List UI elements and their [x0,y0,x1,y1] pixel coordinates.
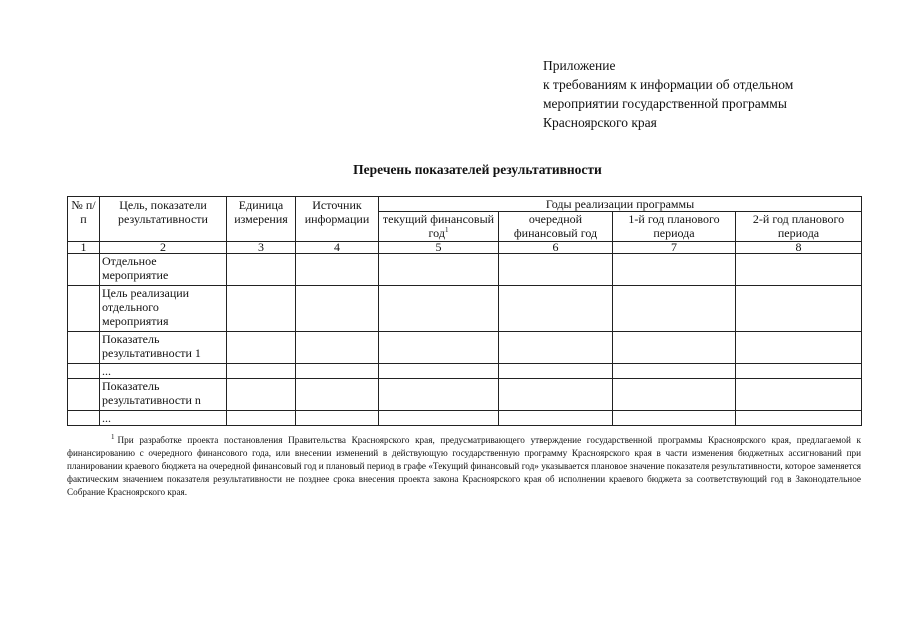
document-title-text: Перечень показателей результативности [353,162,602,177]
header-num: № п/п [68,197,100,242]
appendix-line: мероприятии государственной программы [543,96,787,111]
header-source: Источник информации [296,197,379,242]
cell-plan-year-2 [736,364,862,379]
column-number: 4 [296,242,379,254]
cell-current-year [379,286,499,332]
header-next-year: очередной финансовый год [499,212,613,242]
document-title [0,162,905,178]
indicators-table [67,196,862,426]
table-row [68,286,862,332]
column-number: 1 [68,242,100,254]
header-plan-year-1: 1-й год планового периода [613,212,736,242]
appendix-line: Красноярского края [543,115,657,130]
cell-unit [227,364,296,379]
header-goal: Цель, показатели результативности [100,197,227,242]
footnote [67,434,861,499]
table-row [68,254,862,286]
cell-num [68,364,100,379]
cell-source [296,411,379,426]
cell-source [296,364,379,379]
appendix-line: Приложение [543,58,616,73]
cell-current-year [379,379,499,411]
column-number: 2 [100,242,227,254]
cell-plan-year-1 [613,379,736,411]
cell-next-year [499,364,613,379]
column-number: 3 [227,242,296,254]
cell-source [296,254,379,286]
column-number: 7 [613,242,736,254]
column-number: 6 [499,242,613,254]
appendix-header [543,56,793,132]
header-plan-year-2: 2-й год планового периода [736,212,862,242]
cell-source [296,332,379,364]
cell-source [296,379,379,411]
cell-next-year [499,286,613,332]
cell-label: ... [100,364,227,379]
cell-num [68,286,100,332]
footnote-mark: 1 [111,432,115,441]
header-current-year-label: текущий финансовый год [382,212,495,240]
cell-source [296,286,379,332]
cell-unit [227,411,296,426]
cell-plan-year-2 [736,379,862,411]
cell-next-year [499,379,613,411]
cell-current-year [379,411,499,426]
cell-unit [227,379,296,411]
cell-plan-year-1 [613,286,736,332]
cell-current-year [379,364,499,379]
cell-label: Отдельное мероприятие [100,254,227,286]
table-row [68,332,862,364]
cell-next-year [499,332,613,364]
cell-num [68,254,100,286]
cell-next-year [499,411,613,426]
cell-plan-year-2 [736,411,862,426]
column-number-row [68,242,862,254]
cell-num [68,411,100,426]
cell-plan-year-1 [613,411,736,426]
footnote-ref: 1 [444,226,449,234]
cell-label: ... [100,411,227,426]
cell-unit [227,254,296,286]
header-years-group: Годы реализации программы [379,197,862,212]
column-number: 5 [379,242,499,254]
cell-plan-year-2 [736,286,862,332]
column-number: 8 [736,242,862,254]
header-unit: Единица измерения [227,197,296,242]
cell-num [68,379,100,411]
cell-num [68,332,100,364]
cell-current-year [379,332,499,364]
cell-plan-year-1 [613,254,736,286]
footnote-text: При разработке проекта постановления Правительства Красноярского края, предусматривающего утверждение государственной программы Красноярского края, предлагаемой к финансированию с очередного финансового года, или внесении изменений в действующую государственную программу Красноярского края в части изменения бюджетных ассигнований при планировании краевого бюджета на очередной финансовый год и плановый период в графе «Текущий финансовый год» указывается плановое значение показателя результативности, которое заменяется фактическим значением показателя результативности не позднее срока внесения проекта закона Красноярского края об исполнении краевого бюджета за соответствующий год в Законодательное Собрание Красноярского края. [67,435,861,497]
appendix-line: к требованиям к информации об отдельном [543,77,794,92]
cell-label: Цель реализации отдельного мероприятия [100,286,227,332]
header-current-year [379,212,499,242]
cell-unit [227,286,296,332]
cell-next-year [499,254,613,286]
cell-current-year [379,254,499,286]
cell-plan-year-2 [736,254,862,286]
cell-label: Показатель результативности 1 [100,332,227,364]
table-row [68,364,862,379]
cell-plan-year-1 [613,332,736,364]
cell-unit [227,332,296,364]
cell-plan-year-2 [736,332,862,364]
table-row [68,379,862,411]
cell-plan-year-1 [613,364,736,379]
cell-label: Показатель результативности n [100,379,227,411]
table-row [68,411,862,426]
